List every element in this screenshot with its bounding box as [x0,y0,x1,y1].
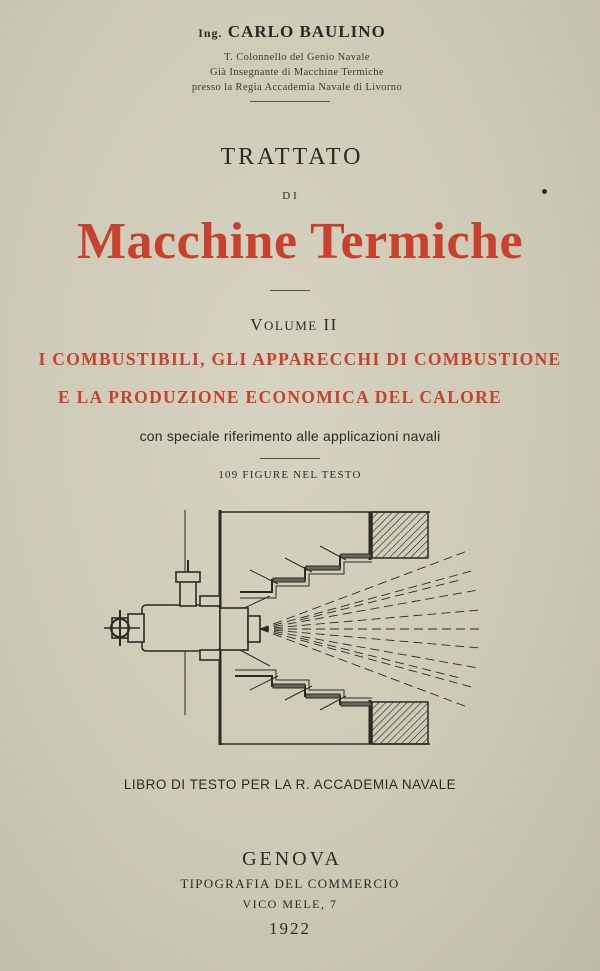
imprint-year: 1922 [269,919,311,938]
subtitle-line-2: E LA PRODUZIONE ECONOMICA DEL CALORE [57,387,502,407]
author-prefix: Ing. [198,26,223,40]
author-surname: CARLO BAULINO [227,22,386,41]
main-title: Macchine Termiche [76,213,524,270]
volume-prefix-cap: V [250,315,264,334]
volume-number: II [323,315,338,334]
imprint-city: GENOVA [242,848,342,870]
author-name [0,22,592,42]
burner-illustration [100,500,490,760]
volume-label [0,315,594,335]
volume-prefix-rest: OLUME [263,318,318,333]
affiliation-line-1: T. Colonnello del Genio Navale [224,52,370,63]
subtitle-line-1: I COMBUSTIBILI, GLI APPARECCHI DI COMBUSTIONE [38,349,562,369]
imprint-address: VICO MELE, 7 [242,897,338,911]
textbook-note: LIBRO DI TESTO PER LA R. ACCADEMIA NAVALE [123,777,457,792]
figures-note: 109 FIGURE NEL TESTO [218,469,362,481]
title-line-2: DI [282,190,300,202]
divider-rule-top [250,101,330,102]
title-line-1: TRATTATO [220,144,364,170]
affiliation-line-3: presso la Regia Accademia Navale di Livorno [191,82,403,93]
ink-dot [542,189,547,194]
special-note: con speciale riferimento alle applicazioni navali [139,428,441,444]
divider-rule-middle [270,290,310,291]
divider-rule-figures [260,458,320,459]
imprint-publisher: TIPOGRAFIA DEL COMMERCIO [180,876,400,891]
affiliation-line-2: Già Insegnante di Macchine Termiche [209,67,384,78]
